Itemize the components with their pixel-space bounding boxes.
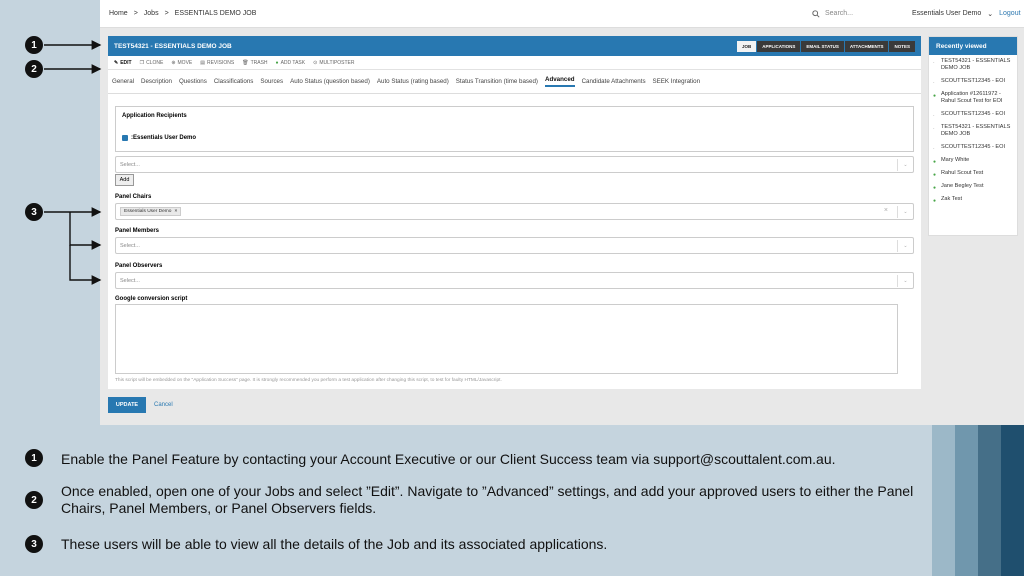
tab-applications[interactable]: APPLICATIONS <box>757 41 800 52</box>
job-icon: · <box>933 60 935 66</box>
plus-circle-icon: ● <box>275 59 279 66</box>
breadcrumb-separator: > <box>133 10 138 17</box>
tab-auto-status-rating[interactable]: Auto Status (rating based) <box>376 78 449 85</box>
select-placeholder: Select... <box>120 161 140 168</box>
step-number-1: 1 <box>25 449 43 467</box>
tab-candidate-attachments[interactable]: Candidate Attachments <box>581 78 646 85</box>
copy-icon: ❐ <box>139 59 145 66</box>
breadcrumb-jobs[interactable]: Jobs <box>143 10 159 17</box>
decor-stripe <box>1001 425 1024 576</box>
person-icon: ● <box>933 184 937 191</box>
chevron-down-icon[interactable]: ⌄ <box>987 11 994 18</box>
tab-general[interactable]: General <box>112 78 135 85</box>
person-icon: ● <box>933 171 937 178</box>
step-number-2: 2 <box>25 491 43 509</box>
recently-viewed-title: Recently viewed <box>929 37 1017 55</box>
chevron-down-icon[interactable]: ⌄ <box>897 240 913 252</box>
tab-job[interactable]: JOB <box>737 41 756 52</box>
step-text-3: These users will be able to view all the details of the Job and its associated applications. <box>61 536 608 552</box>
select-placeholder: Select... <box>120 242 140 249</box>
job-icon: · <box>933 145 935 152</box>
trash-icon: 🗑 <box>242 59 249 66</box>
clone-label: CLONE <box>146 59 164 66</box>
callout-1: 1 <box>25 36 43 54</box>
recent-item-label: Jane Begley Test <box>941 182 984 189</box>
job-icon: · <box>933 125 935 132</box>
tab-seek-integration[interactable]: SEEK Integration <box>652 78 701 85</box>
multiposter-label: MULTIPOSTER <box>319 59 355 66</box>
tab-auto-status-question[interactable]: Auto Status (question based) <box>290 78 370 85</box>
update-button[interactable]: UPDATE <box>108 397 146 413</box>
arrow-3b <box>70 212 100 245</box>
recent-item-label: Zak Test <box>941 195 963 202</box>
google-script-hint: This script will be embedded on the "Application Success" page. It is strongly recommended you perform a test application after changing this script, to test for faulty HTML/Javascript. <box>115 378 502 383</box>
user-name[interactable]: Essentials User Demo <box>912 10 982 17</box>
tab-classifications[interactable]: Classifications <box>213 78 254 85</box>
chevron-down-icon[interactable]: ⌄ <box>897 206 913 218</box>
step-text-2: Once enabled, open one of your Jobs and select ”Edit”. Navigate to ”Advanced” settings, and add your approved users to either the Panel Chairs, Panel Members, or Panel Observers fields. <box>61 483 914 517</box>
panel-observers-label: Panel Observers <box>115 263 163 269</box>
recent-item-label: Mary White <box>941 156 970 163</box>
callout-3: 3 <box>25 203 43 221</box>
recent-item-label: SCOUTTEST12345 - EOI <box>941 77 1006 84</box>
tab-status-transition[interactable]: Status Transition (time based) <box>455 78 538 85</box>
breadcrumb-home[interactable]: Home <box>109 10 128 17</box>
decor-stripe <box>955 425 978 576</box>
logout-link[interactable]: Logout <box>999 10 1021 17</box>
add-task-label: ADD TASK <box>280 59 306 66</box>
tab-email-status[interactable]: EMAIL STATUS <box>801 41 844 52</box>
tab-sources[interactable]: Sources <box>260 78 284 85</box>
tab-description[interactable]: Description <box>141 78 172 85</box>
search-input[interactable]: Search... <box>825 10 854 17</box>
breadcrumb-separator: > <box>164 10 169 17</box>
person-icon: ● <box>933 158 937 165</box>
cancel-link[interactable]: Cancel <box>154 402 173 408</box>
recent-item-label: TEST54321 - ESSENTIALS DEMO JOB <box>941 58 1011 71</box>
recent-item-label: SCOUTTEST12345 - EOI <box>941 110 1006 117</box>
panel-members-label: Panel Members <box>115 228 160 234</box>
recent-item-label: SCOUTTEST12345 - EOI <box>941 143 1006 150</box>
person-icon: ● <box>933 92 937 99</box>
share-icon: ⊙ <box>313 59 318 66</box>
trash-label: TRASH <box>250 59 268 66</box>
tag-label: Essentials User Demo <box>124 209 172 214</box>
job-icon: · <box>933 112 935 119</box>
job-icon: · <box>933 79 935 86</box>
chevron-down-icon[interactable]: ⌄ <box>897 159 913 171</box>
select-placeholder: Select... <box>120 277 140 284</box>
decor-stripe <box>978 425 1001 576</box>
remove-tag-icon[interactable]: × <box>174 209 178 214</box>
tab-questions[interactable]: Questions <box>178 78 207 85</box>
clear-icon[interactable]: × <box>883 207 888 214</box>
google-script-label: Google conversion script <box>115 296 188 302</box>
person-icon: ● <box>933 197 937 204</box>
recent-item-label: Rahul Scout Test <box>941 169 984 176</box>
chevron-down-icon[interactable]: ⌄ <box>897 275 913 287</box>
breadcrumb-current: ESSENTIALS DEMO JOB <box>174 10 257 17</box>
decor-stripe <box>932 425 955 576</box>
add-button[interactable]: Add <box>115 174 134 186</box>
job-title: TEST54321 - ESSENTIALS DEMO JOB <box>114 42 232 50</box>
recipient-label: :Essentials User Demo <box>131 135 197 141</box>
edit-label: EDIT <box>120 59 132 66</box>
recent-item-label: Application #12611972 - Rahul Scout Test for EOI <box>941 90 1003 104</box>
arrow-3c <box>70 245 100 280</box>
recent-item-label: TEST54321 - ESSENTIALS DEMO JOB <box>941 123 1011 137</box>
recipients-title: Application Recipients <box>122 113 187 119</box>
callout-2: 2 <box>25 60 43 78</box>
step-number-3: 3 <box>25 535 43 553</box>
pencil-icon: ✎ <box>114 59 119 66</box>
tab-notes[interactable]: NOTES <box>889 41 915 52</box>
revisions-label: REVISIONS <box>206 59 235 66</box>
move-icon: ⊕ <box>171 59 176 66</box>
step-text-1: Enable the Panel Feature by contacting your Account Executive or our Client Success team via support@scouttalent.com.au. <box>61 451 836 467</box>
tab-advanced[interactable]: Advanced <box>545 76 575 87</box>
panel-chairs-label: Panel Chairs <box>115 194 152 200</box>
move-label: MOVE <box>177 59 193 66</box>
document-icon: ▤ <box>200 59 205 66</box>
tab-attachments[interactable]: ATTACHMENTS <box>845 41 889 52</box>
